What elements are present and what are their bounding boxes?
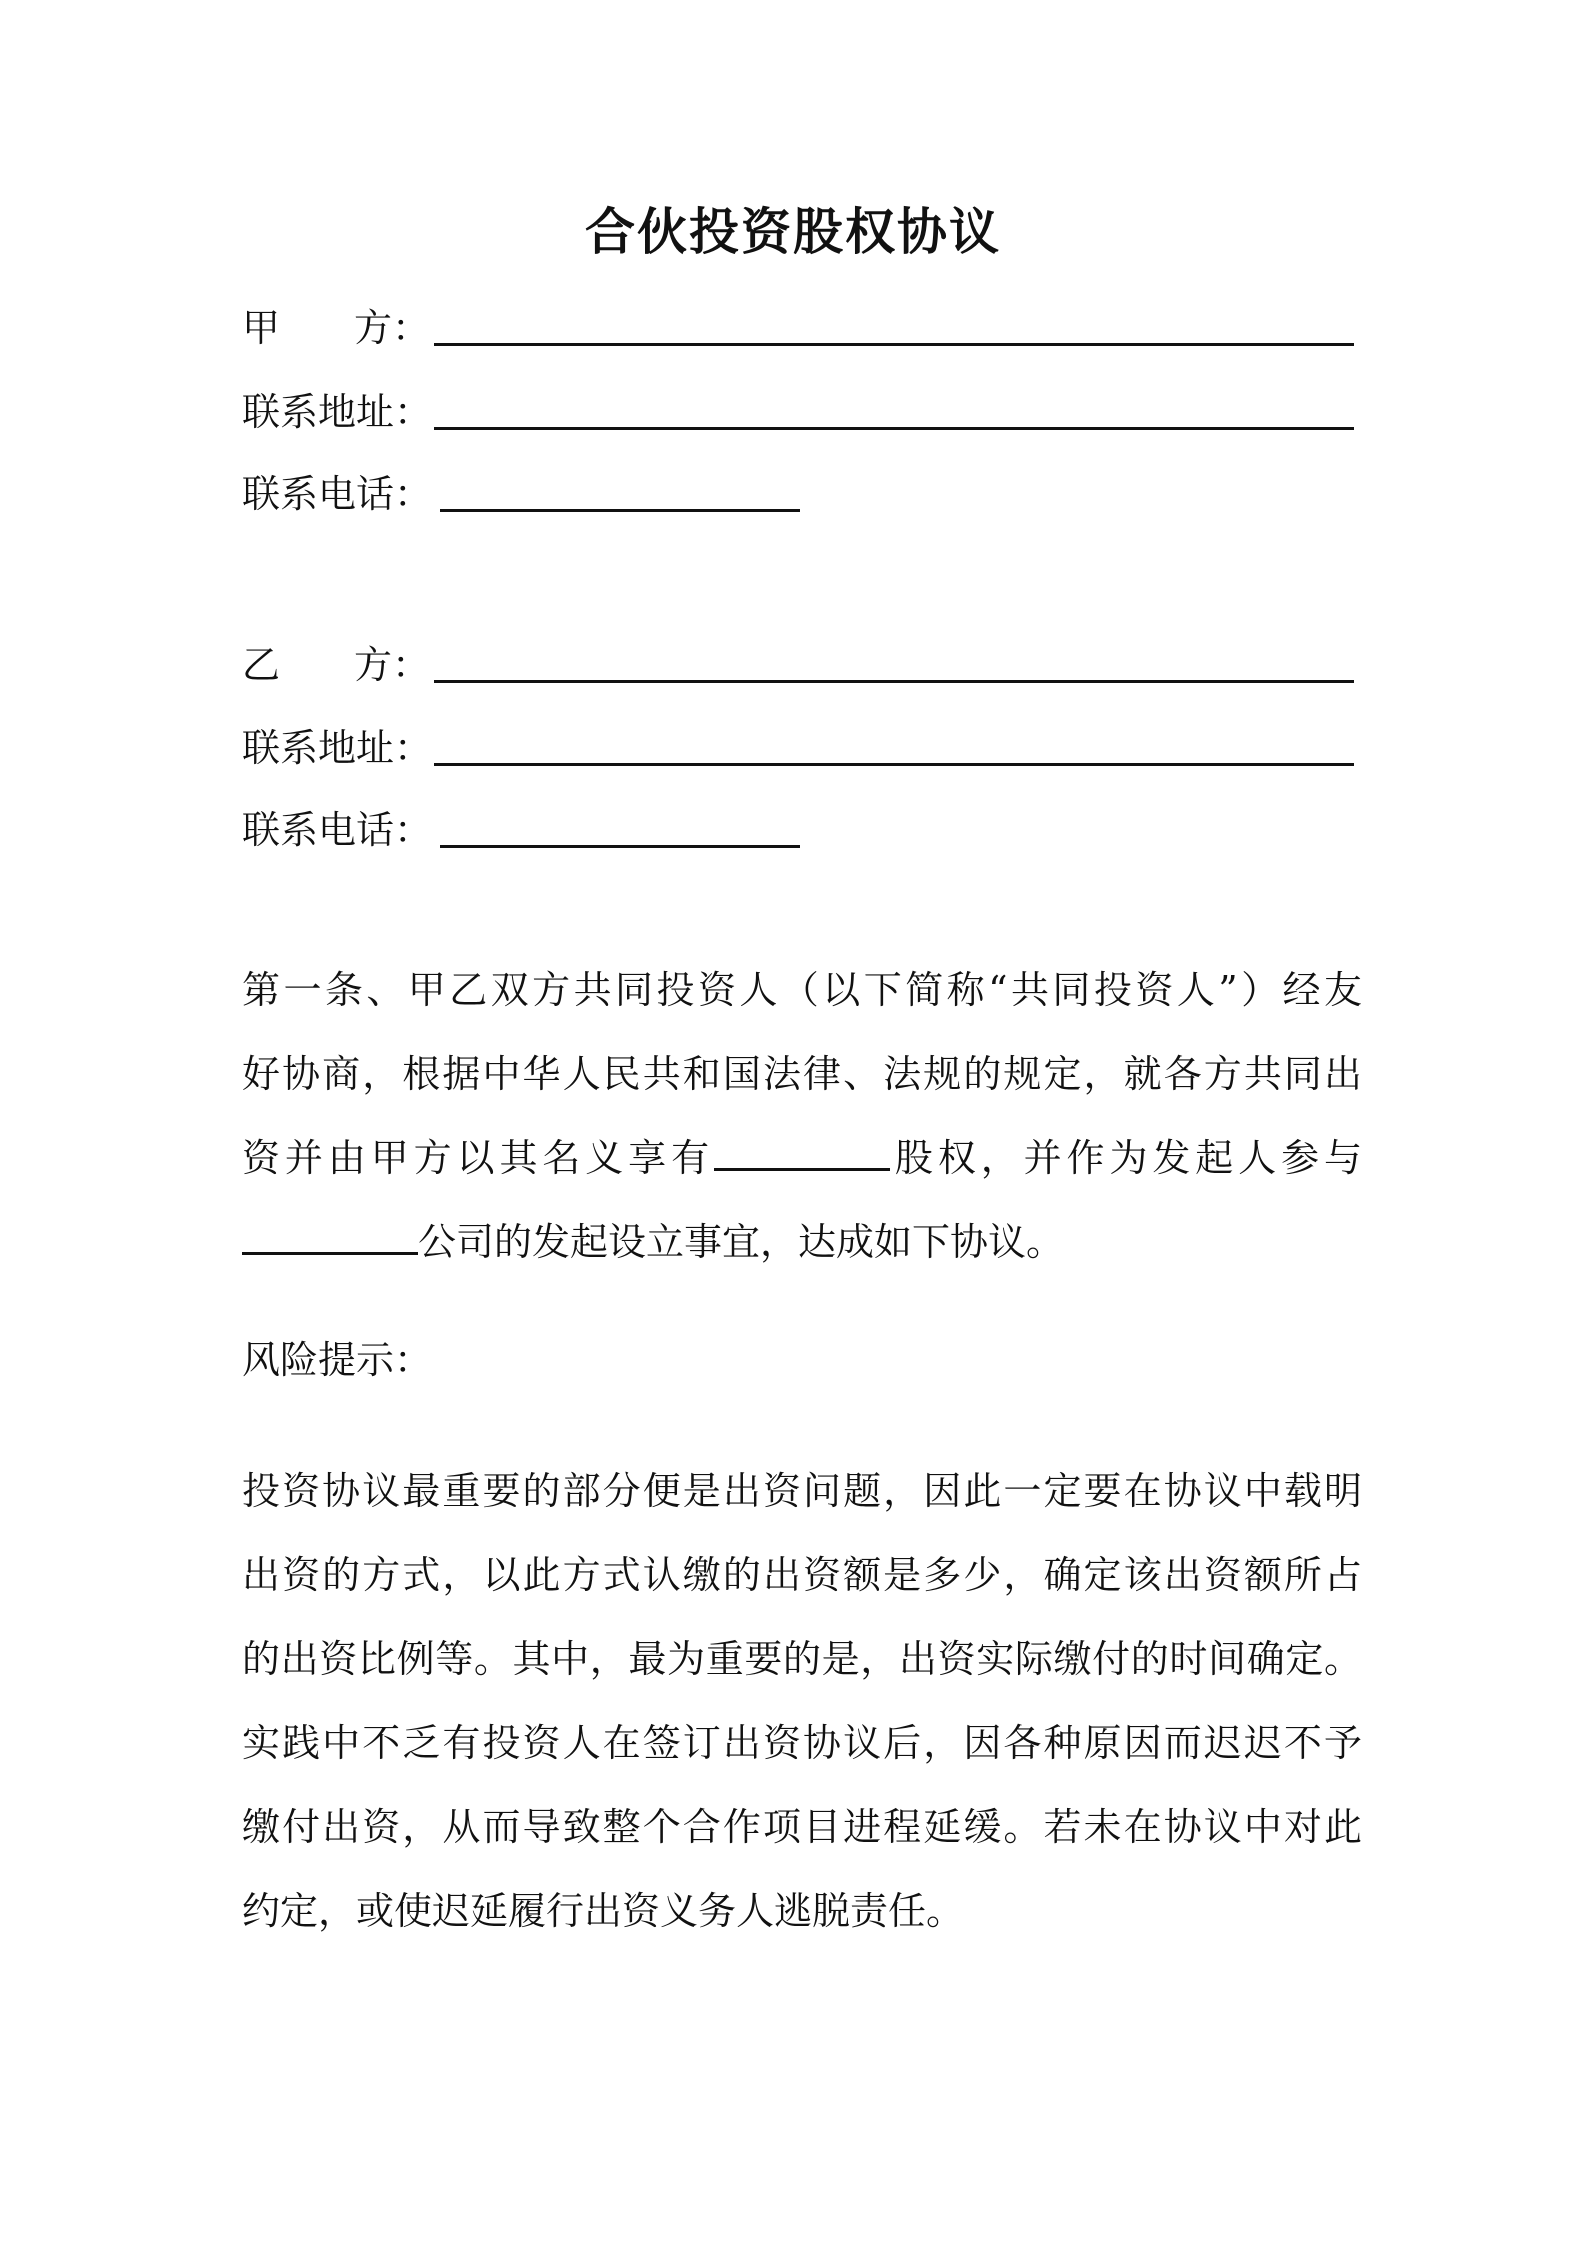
document-title: 合伙投资股权协议	[585, 202, 1001, 261]
party-a-phone-row	[242, 456, 800, 516]
party-a-phone-label: 联系电话：	[242, 472, 433, 516]
party-b-address-label: 联系地址：	[242, 726, 433, 770]
article-one-line-3-after: 股权，并作为发起人参与	[890, 1136, 1362, 1180]
company-name-blank[interactable]	[242, 1218, 418, 1255]
party-a-label	[242, 306, 430, 350]
party-a-name-blank[interactable]	[434, 341, 1354, 346]
article-one-line-4	[242, 1200, 1362, 1284]
party-b-label-last: 方：	[353, 643, 430, 687]
article-one-paragraph	[242, 948, 1362, 1284]
party-a-label-last: 方：	[353, 306, 430, 350]
article-one-line-4-after: 公司的发起设立事宜，达成如下协议。	[418, 1220, 1065, 1264]
article-one-line-2: 好协商，根据中华人民共和国法律、法规的规定，就各方共同出	[242, 1052, 1362, 1096]
party-b-address-row	[242, 710, 1354, 770]
party-b-address-blank[interactable]	[434, 761, 1354, 766]
party-b-phone-label: 联系电话：	[242, 808, 433, 852]
article-one-line-1: 第一条、甲乙双方共同投资人（以下简称“共同投资人”）经友	[242, 968, 1362, 1012]
risk-line: 约定，或使迟延履行出资义务人逃脱责任。	[242, 1889, 965, 1933]
party-a-address-label: 联系地址：	[242, 390, 433, 434]
party-b-phone-row	[242, 792, 800, 852]
party-b-phone-blank[interactable]	[440, 843, 800, 848]
risk-line: 实践中不乏有投资人在签订出资协议后，因各种原因而迟迟不予	[242, 1721, 1362, 1765]
article-one-line-3	[242, 1116, 1362, 1200]
risk-line: 缴付出资，从而导致整个合作项目进程延缓。若未在协议中对此	[242, 1805, 1362, 1849]
party-b-label-first: 乙	[242, 643, 281, 687]
risk-heading: 风险提示：	[242, 1338, 433, 1382]
equity-share-blank[interactable]	[714, 1134, 890, 1171]
party-b-name-blank[interactable]	[434, 678, 1354, 683]
risk-line: 的出资比例等。其中，最为重要的是，出资实际缴付的时间确定。	[242, 1637, 1362, 1681]
party-b-label	[242, 643, 430, 687]
party-a-address-blank[interactable]	[434, 425, 1354, 430]
risk-line: 出资的方式，以此方式认缴的出资额是多少，确定该出资额所占	[242, 1553, 1362, 1597]
party-a-address-row	[242, 374, 1354, 434]
party-a-label-first: 甲	[242, 306, 281, 350]
party-b-name-row	[242, 627, 1354, 687]
risk-line: 投资协议最重要的部分便是出资问题，因此一定要在协议中载明	[242, 1469, 1362, 1513]
party-a-name-row	[242, 290, 1354, 350]
party-a-phone-blank[interactable]	[440, 507, 800, 512]
risk-paragraph	[242, 1449, 1362, 1953]
article-one-line-3-before: 资并由甲方以其名义享有	[242, 1136, 714, 1180]
